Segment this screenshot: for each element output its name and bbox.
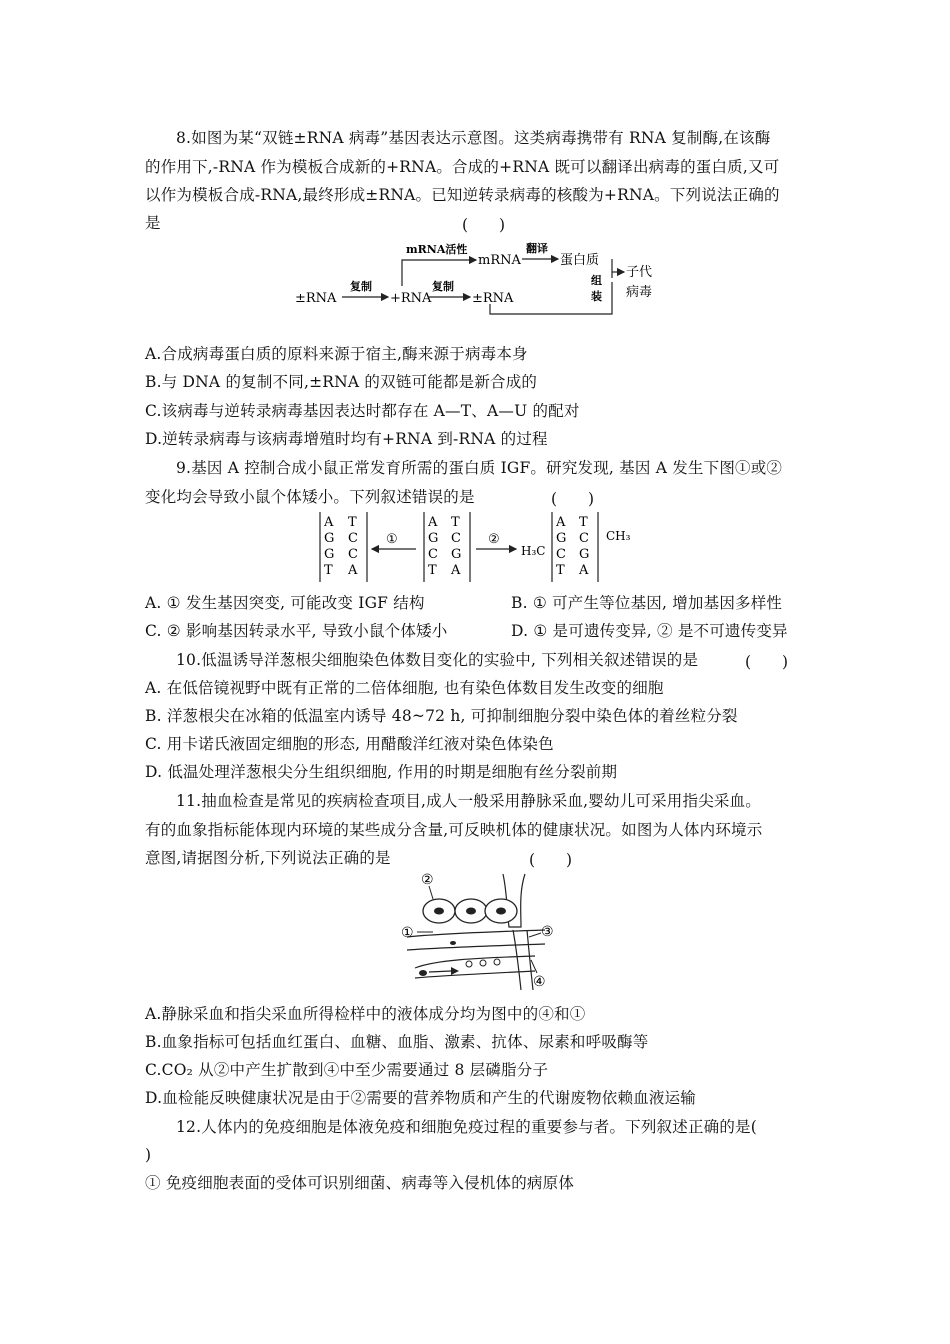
q8-node-ds-rna-2: ±RNA <box>472 291 514 306</box>
q9-dna-change-diagram <box>310 508 650 588</box>
q9-right-pair-2: C <box>579 531 589 546</box>
q10-answer-blank: ( ) <box>745 653 789 671</box>
q8-rna-expression-diagram <box>290 238 680 318</box>
q9-mid-base-1: A <box>428 515 438 530</box>
q11-option-c: C.CO₂ 从②中产生扩散到④中至少需要通过 8 层磷脂分子 <box>145 1061 549 1079</box>
q9-left-pair-4: A <box>348 563 358 578</box>
q8-node-protein: 蛋白质 <box>560 253 600 268</box>
q9-left-base-4: T <box>324 563 333 578</box>
q9-option-d: D. ① 是可遗传变异, ② 是不可遗传变异 <box>511 622 788 640</box>
q11-label-2: ② <box>421 872 434 888</box>
q9-right-base-2: G <box>556 531 567 546</box>
q12-stem: 12.人体内的免疫细胞是体液免疫和细胞免疫过程的重要参与者。下列叙述正确的是( <box>176 1118 757 1136</box>
q11-internal-environment-diagram <box>395 872 565 990</box>
q11-stem-line-2: 有的血象指标能体现内环境的某些成分含量,可反映机体的健康状况。如图为人体内环境示 <box>145 821 763 839</box>
q8-edge-assemble-1: 组 <box>591 274 602 287</box>
q9-right-base-1: A <box>556 515 566 530</box>
q9-mid-base-3: C <box>428 547 438 562</box>
q9-mid-base-4: T <box>428 563 437 578</box>
q9-left-pair-1: T <box>348 515 357 530</box>
q9-left-base-3: G <box>324 547 335 562</box>
q9-answer-blank: ( ) <box>551 490 595 508</box>
q8-stem-line-4: 是 <box>145 214 161 232</box>
q8-answer-blank: ( ) <box>462 216 506 234</box>
q11-option-d: D.血检能反映健康状况是由于②需要的营养物质和产生的代谢废物依赖血液运输 <box>145 1089 697 1107</box>
q9-option-a: A. ① 发生基因突变, 可能改变 IGF 结构 <box>145 594 425 612</box>
q9-right-base-4: T <box>556 563 565 578</box>
q11-stem-line-3: 意图,请据图分析,下列说法正确的是 <box>145 849 391 867</box>
q9-option-b: B. ① 可产生等位基因, 增加基因多样性 <box>511 594 783 612</box>
q8-node-mrna: mRNA <box>478 253 521 268</box>
q8-stem-line-1: 8.如图为某“双链±RNA 病毒”基因表达示意图。这类病毒携带有 RNA 复制酶,在该酶 <box>176 129 771 147</box>
q9-mid-pair-1: T <box>451 515 460 530</box>
q9-right-pair-4: A <box>579 563 589 578</box>
q8-node-ds-rna: ±RNA <box>295 291 337 306</box>
q9-arrow-2-label: ② <box>488 532 500 547</box>
q8-node-plus-rna: +RNA <box>390 291 432 306</box>
q11-option-b: B.血象指标可包括血红蛋白、血糖、血脂、激素、抗体、尿素和呼吸酶等 <box>145 1033 649 1051</box>
q9-methyl-right: CH₃ <box>606 529 631 543</box>
q10-option-c: C. 用卡诺氏液固定细胞的形态, 用醋酸洋红液对染色体染色 <box>145 735 554 753</box>
q11-label-1: ① <box>401 925 414 941</box>
q9-mid-base-2: G <box>428 531 439 546</box>
q8-node-progeny-1: 子代 <box>626 265 653 280</box>
q8-edge-replicate-2: 复制 <box>432 280 454 293</box>
q9-left-pair-2: C <box>348 531 358 546</box>
q9-methyl-left: H₃C <box>521 544 546 558</box>
q9-stem-line-2: 变化均会导致小鼠个体矮小。下列叙述错误的是 <box>145 488 475 506</box>
q9-mid-pair-3: G <box>451 547 462 562</box>
q8-edge-replicate-1: 复制 <box>350 280 372 293</box>
q9-stem-line-1: 9.基因 A 控制合成小鼠正常发育所需的蛋白质 IGF。研究发现, 基因 A 发生下图①或② <box>176 459 783 477</box>
q9-mid-pair-4: A <box>451 563 461 578</box>
q8-edge-assemble-2: 装 <box>591 290 602 303</box>
q9-option-c: C. ② 影响基因转录水平, 导致小鼠个体矮小 <box>145 622 448 640</box>
q8-edge-mrna-activity: mRNA活性 <box>406 243 468 256</box>
q9-right-pair-1: T <box>579 515 588 530</box>
q8-stem-line-3: 以作为模板合成-RNA,最终形成±RNA。已知逆转录病毒的核酸为+RNA。下列说法正确的 <box>145 186 780 204</box>
q8-option-d: D.逆转录病毒与该病毒增殖时均有+RNA 到-RNA 的过程 <box>145 430 548 448</box>
q12-item-1: ① 免疫细胞表面的受体可识别细菌、病毒等入侵机体的病原体 <box>145 1174 575 1192</box>
q11-label-3: ③ <box>541 924 554 940</box>
q9-left-base-2: G <box>324 531 335 546</box>
q11-option-a: A.静脉采血和指尖采血所得检样中的液体成分均为图中的④和① <box>145 1005 586 1023</box>
q11-answer-blank: ( ) <box>529 851 573 869</box>
q12-stem-end: ) <box>145 1146 152 1164</box>
q11-stem-line-1: 11.抽血检查是常见的疾病检查项目,成人一般采用静脉采血,婴幼儿可采用指尖采血。 <box>176 792 762 810</box>
q10-option-d: D. 低温处理洋葱根尖分生组织细胞, 作用的时期是细胞有丝分裂前期 <box>145 763 618 781</box>
q8-edge-translate: 翻译 <box>526 242 548 255</box>
q9-left-pair-3: C <box>348 547 358 562</box>
q10-option-a: A. 在低倍镜视野中既有正常的二倍体细胞, 也有染色体数目发生改变的细胞 <box>145 679 664 697</box>
q8-option-c: C.该病毒与逆转录病毒基因表达时都存在 A—T、A—U 的配对 <box>145 402 580 420</box>
q10-option-b: B. 洋葱根尖在冰箱的低温室内诱导 48~72 h, 可抑制细胞分裂中染色体的着丝粒分裂 <box>145 707 738 725</box>
q8-node-progeny-2: 病毒 <box>626 285 653 300</box>
q9-left-base-1: A <box>324 515 334 530</box>
q11-label-4: ④ <box>533 974 546 990</box>
q10-stem: 10.低温诱导洋葱根尖细胞染色体数目变化的实验中, 下列相关叙述错误的是 <box>176 651 699 669</box>
q8-stem-line-2: 的作用下,-RNA 作为模板合成新的+RNA。合成的+RNA 既可以翻译出病毒的蛋白质,又可 <box>145 158 780 176</box>
q9-right-base-3: C <box>556 547 566 562</box>
q8-option-b: B.与 DNA 的复制不同,±RNA 的双链可能都是新合成的 <box>145 373 538 391</box>
q9-mid-pair-2: C <box>451 531 461 546</box>
q8-option-a: A.合成病毒蛋白质的原料来源于宿主,酶来源于病毒本身 <box>145 345 528 363</box>
q9-right-pair-3: G <box>579 547 590 562</box>
q9-arrow-1-label: ① <box>386 532 398 547</box>
